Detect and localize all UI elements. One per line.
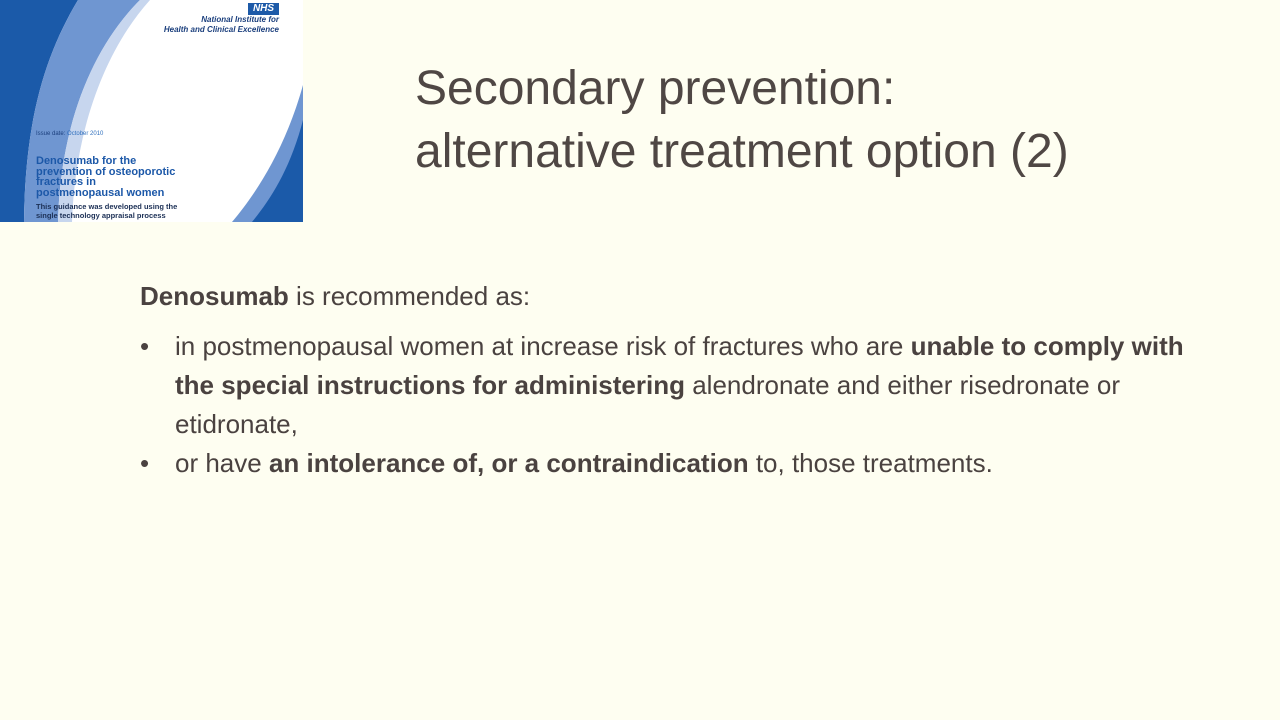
organisation-name: National Institute for Health and Clinical Excellence <box>163 15 279 34</box>
slide-title-line-1: Secondary prevention: <box>415 62 896 115</box>
guidance-title: Denosumab for the prevention of osteoporotic fractures in postmenopausal women <box>36 155 176 199</box>
issue-date: Issue date: October 2010 <box>36 131 104 137</box>
recommendation-list <box>140 327 1220 483</box>
slide-title <box>415 57 1235 183</box>
bullet-marker: • <box>140 331 150 361</box>
bullet-marker: • <box>140 448 150 478</box>
slide-title-line-2: alternative treatment option (2) <box>415 125 1069 178</box>
list-item: • in postmenopausal women at increase risk of fractures who are unable to comply with the special instructions for administering alendronate and either risedronate or etidronate, <box>140 327 1220 444</box>
nhs-logo: NHS <box>248 3 279 15</box>
lead-sentence: Denosumab is recommended as: <box>140 281 531 311</box>
guidance-cover-image <box>0 0 303 222</box>
list-item: • or have an intolerance of, or a contraindication to, those treatments. <box>140 444 1220 483</box>
guidance-subtitle: This guidance was developed using the single technology appraisal process <box>36 202 178 220</box>
drug-name: Denosumab <box>140 281 289 311</box>
